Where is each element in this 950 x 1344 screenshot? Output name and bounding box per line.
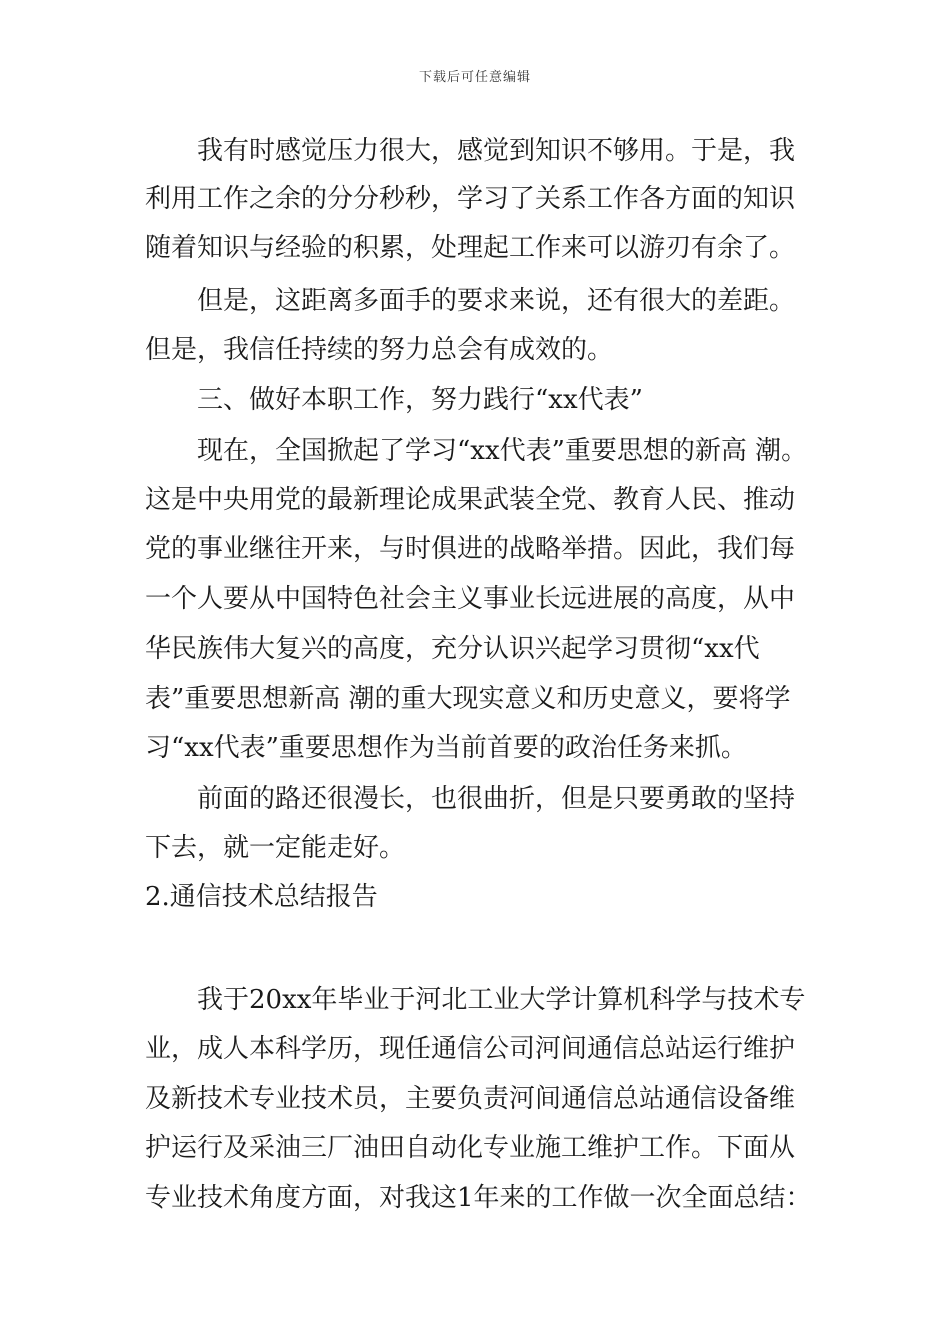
text-line: 及新技术专业技术员，主要负责河间通信总站通信设备维 xyxy=(145,1084,796,1114)
text-line: 业，成人本科学历，现任通信公司河间通信总站运行维护 xyxy=(145,1034,796,1064)
text-line: 华民族伟大复兴的高度，充分认识兴起学习贯彻“xx代 xyxy=(145,634,760,664)
text-line: 习“xx代表”重要思想作为当前首要的政治任务来抓。 xyxy=(145,733,747,763)
text-line: 随着知识与经验的积累，处理起工作来可以游刃有余了。 xyxy=(145,233,796,263)
text-line: 现在，全国掀起了学习“xx代表”重要思想的新高 潮。 xyxy=(145,436,808,466)
text-line: 专业技术角度方面，对我这1年来的工作做一次全面总结： xyxy=(145,1183,812,1213)
text-line: 党的事业继往开来，与时俱进的战略举措。因此，我们每 xyxy=(145,534,796,564)
text-line: 我于20xx年毕业于河北工业大学计算机科学与技术专 xyxy=(145,985,806,1015)
text-line: 一个人要从中国特色社会主义事业长远进展的高度，从中 xyxy=(145,584,796,614)
text-line: 我有时感觉压力很大，感觉到知识不够用。于是，我 xyxy=(145,136,796,166)
text-line: 利用工作之余的分分秒秒，学习了关系工作各方面的知识 xyxy=(145,184,796,214)
text-line: 表”重要思想新高 潮的重大现实意义和历史意义，要将学 xyxy=(145,684,791,714)
text-line: 下去，就一定能走好。 xyxy=(145,833,406,863)
section-heading: 2.通信技术总结报告 xyxy=(145,882,378,912)
text-line: 这是中央用党的最新理论成果武装全党、教育人民、推动 xyxy=(145,485,796,515)
text-line: 但是，我信任持续的努力总会有成效的。 xyxy=(145,335,614,365)
header-note: 下载后可任意编辑 xyxy=(418,70,531,85)
text-line: 护运行及采油三厂油田自动化专业施工维护工作。下面从 xyxy=(145,1133,796,1163)
text-line: 三、做好本职工作，努力践行“xx代表” xyxy=(145,385,643,415)
text-line: 但是，这距离多面手的要求来说，还有很大的差距。 xyxy=(145,286,796,316)
text-line: 前面的路还很漫长，也很曲折，但是只要勇敢的坚持 xyxy=(145,784,796,814)
